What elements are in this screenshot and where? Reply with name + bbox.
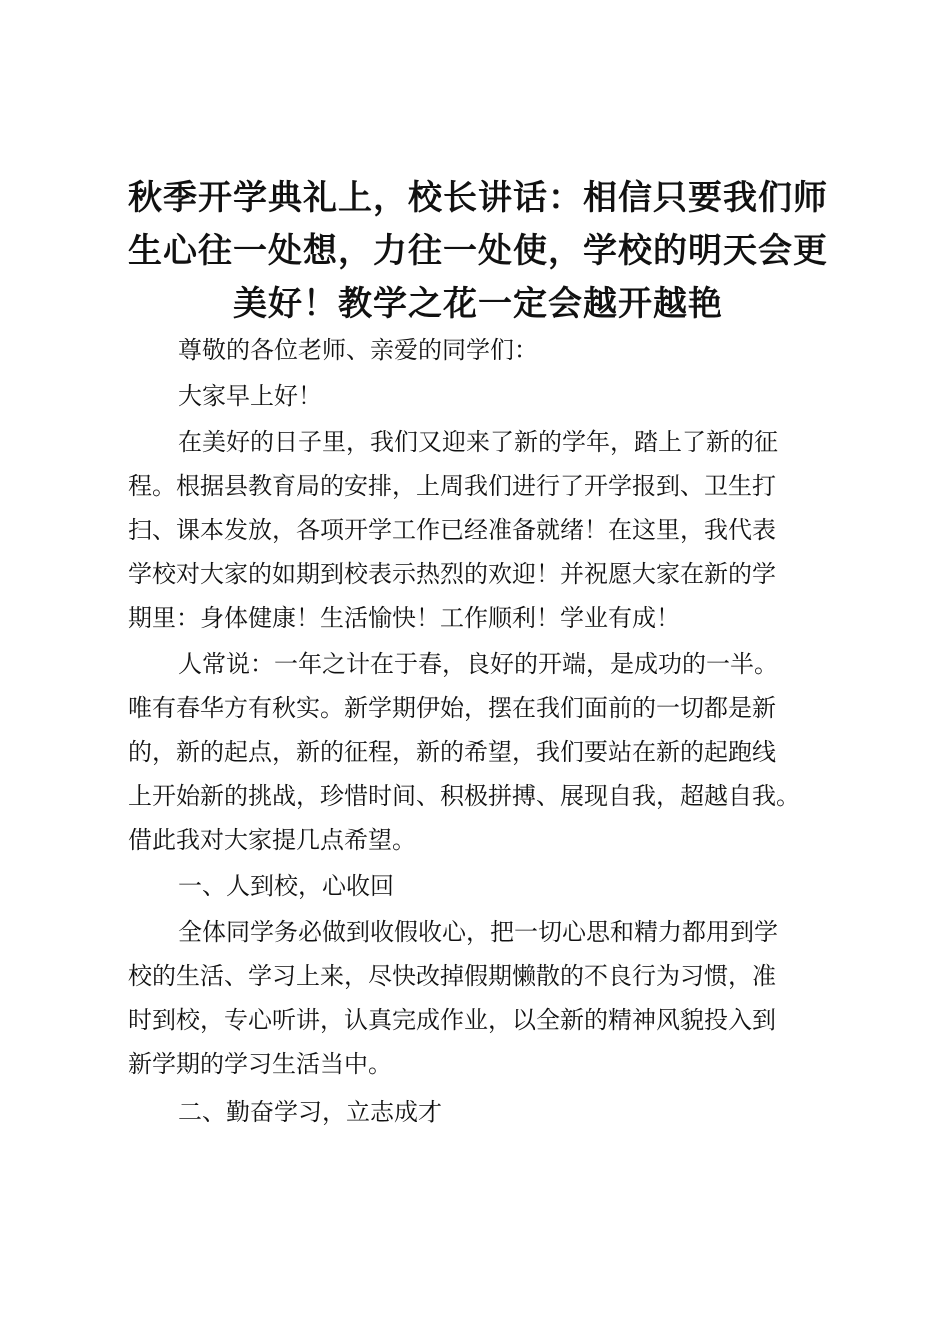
paragraph-line: 扫、课本发放，各项开学工作已经准备就绪！在这里，我代表 — [128, 516, 776, 544]
section-heading-2: 二、勤奋学习，立志成才 — [178, 1098, 442, 1126]
salutation: 尊敬的各位老师、亲爱的同学们： — [178, 336, 538, 364]
paragraph-line: 借此我对大家提几点希望。 — [128, 826, 416, 854]
paragraph-line: 在美好的日子里，我们又迎来了新的学年，踏上了新的征 — [178, 428, 778, 456]
salutation-paragraph — [128, 328, 848, 372]
paragraph-line: 学校对大家的如期到校表示热烈的欢迎！并祝愿大家在新的学 — [128, 560, 776, 588]
paragraph-line: 唯有春华方有秋实。新学期伊始，摆在我们面前的一切都是新 — [128, 694, 776, 722]
paragraph-line: 人常说：一年之计在于春，良好的开端，是成功的一半。 — [178, 650, 778, 678]
greeting-paragraph — [128, 374, 848, 418]
title-line-2: 生心往一处想，力往一处使，学校的明天会更 — [128, 231, 828, 271]
paragraph-new-start — [128, 642, 848, 862]
section-heading-1-paragraph — [128, 864, 848, 908]
paragraph-line: 程。根据县教育局的安排，上周我们进行了开学报到、卫生打 — [128, 472, 776, 500]
section-heading-2-paragraph — [128, 1090, 848, 1134]
greeting: 大家早上好！ — [178, 382, 322, 410]
paragraph-line: 时到校，专心听讲，认真完成作业，以全新的精神风貌投入到 — [128, 1006, 776, 1034]
document-body — [128, 328, 848, 1134]
paragraph-line: 的，新的起点，新的征程，新的希望，我们要站在新的起跑线 — [128, 738, 776, 766]
document-title — [118, 172, 838, 331]
section-heading-1: 一、人到校，心收回 — [178, 872, 394, 900]
paragraph-line: 期里：身体健康！生活愉快！工作顺利！学业有成！ — [128, 604, 680, 632]
title-line-1: 秋季开学典礼上，校长讲话：相信只要我们师 — [128, 178, 828, 218]
paragraph-line: 新学期的学习生活当中。 — [128, 1050, 392, 1078]
paragraph-focus — [128, 910, 848, 1086]
paragraph-line: 上开始新的挑战，珍惜时间、积极拼搏、展现自我，超越自我。 — [128, 782, 800, 810]
paragraph-line: 校的生活、学习上来，尽快改掉假期懒散的不良行为习惯，准 — [128, 962, 776, 990]
title-line-3: 美好！教学之花一定会越开越艳 — [233, 284, 723, 324]
paragraph-line: 全体同学务必做到收假收心，把一切心思和精力都用到学 — [178, 918, 778, 946]
paragraph-welcome — [128, 420, 848, 640]
